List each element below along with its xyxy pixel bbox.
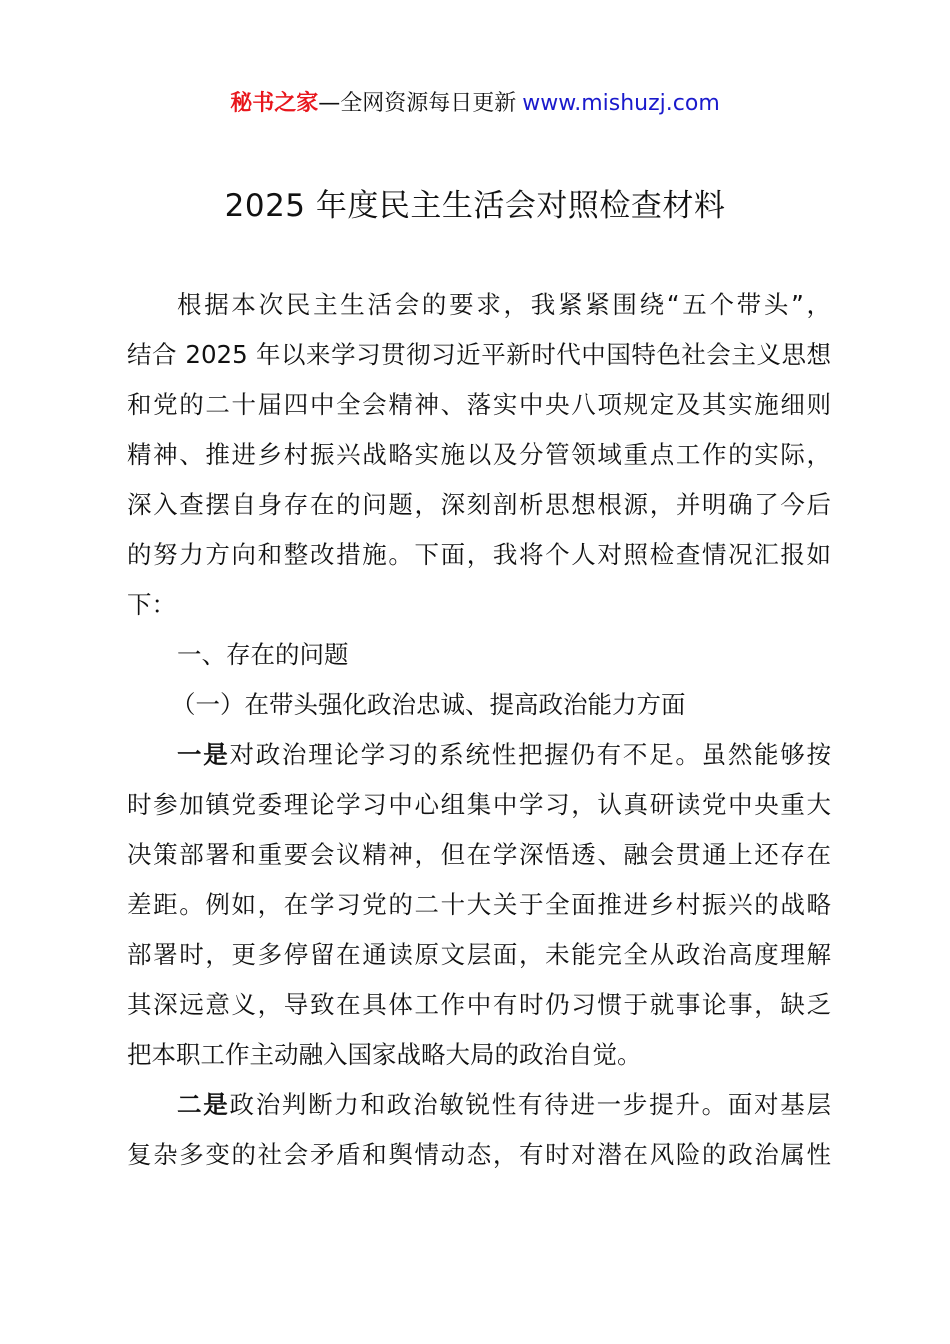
text-line: 时参加镇党委理论学习中心组集中学习，认真研读党中央重大 bbox=[127, 790, 831, 819]
header-slogan: —全网资源每日更新 bbox=[318, 91, 517, 116]
text-line: 其深远意义，导致在具体工作中有时仍习惯于就事论事，缺乏 bbox=[127, 990, 831, 1019]
text-line: 复杂多变的社会矛盾和舆情动态，有时对潜在风险的政治属性 bbox=[127, 1140, 831, 1169]
text-line bbox=[127, 1080, 831, 1130]
site-link[interactable]: www.mishuzj.com bbox=[522, 91, 720, 116]
brand-name: 秘书之家 bbox=[230, 91, 319, 116]
document-title: 2025 年度民主生活会对照检查材料 bbox=[224, 188, 726, 224]
point-text: 政治判断力和政治敏锐性有待进一步提升。面对基层 bbox=[229, 1090, 832, 1119]
text-line: 结合 2025 年以来学习贯彻习近平新时代中国特色社会主义思想 bbox=[127, 340, 831, 369]
point-2-paragraph bbox=[127, 1080, 831, 1180]
site-header bbox=[0, 88, 950, 120]
text-line: 部署时，更多停留在通读原文层面，未能完全从政治高度理解 bbox=[127, 940, 831, 969]
text-line: 决策部署和重要会议精神，但在学深悟透、融会贯通上还存在 bbox=[127, 840, 831, 869]
text-line: 深入查摆自身存在的问题，深刻剖析思想根源，并明确了今后 bbox=[127, 490, 831, 519]
point-lead: 一是 bbox=[177, 740, 230, 769]
text-line: 把本职工作主动融入国家战略大局的政治自觉。 bbox=[127, 1040, 642, 1069]
text-line: 的努力方向和整改措施。下面，我将个人对照检查情况汇报如 bbox=[127, 540, 831, 569]
text-line bbox=[127, 730, 831, 780]
subsection-heading: （一）在带头强化政治忠诚、提高政治能力方面 bbox=[171, 690, 686, 719]
point-1-paragraph bbox=[127, 730, 831, 1080]
text-line: 差距。例如，在学习党的二十大关于全面推进乡村振兴的战略 bbox=[127, 890, 831, 919]
text-line: 精神、推进乡村振兴战略实施以及分管领域重点工作的实际， bbox=[127, 440, 831, 469]
text-line: 下： bbox=[127, 590, 176, 619]
point-text: 对政治理论学习的系统性把握仍有不足。虽然能够按 bbox=[229, 740, 832, 769]
point-lead: 二是 bbox=[177, 1090, 230, 1119]
section-heading: 一、存在的问题 bbox=[177, 640, 349, 669]
document-body bbox=[127, 280, 831, 1180]
text-line: 根据本次民主生活会的要求，我紧紧围绕“五个带头”， bbox=[177, 290, 831, 319]
intro-paragraph bbox=[127, 280, 831, 630]
text-line: 和党的二十届四中全会精神、落实中央八项规定及其实施细则 bbox=[127, 390, 831, 419]
